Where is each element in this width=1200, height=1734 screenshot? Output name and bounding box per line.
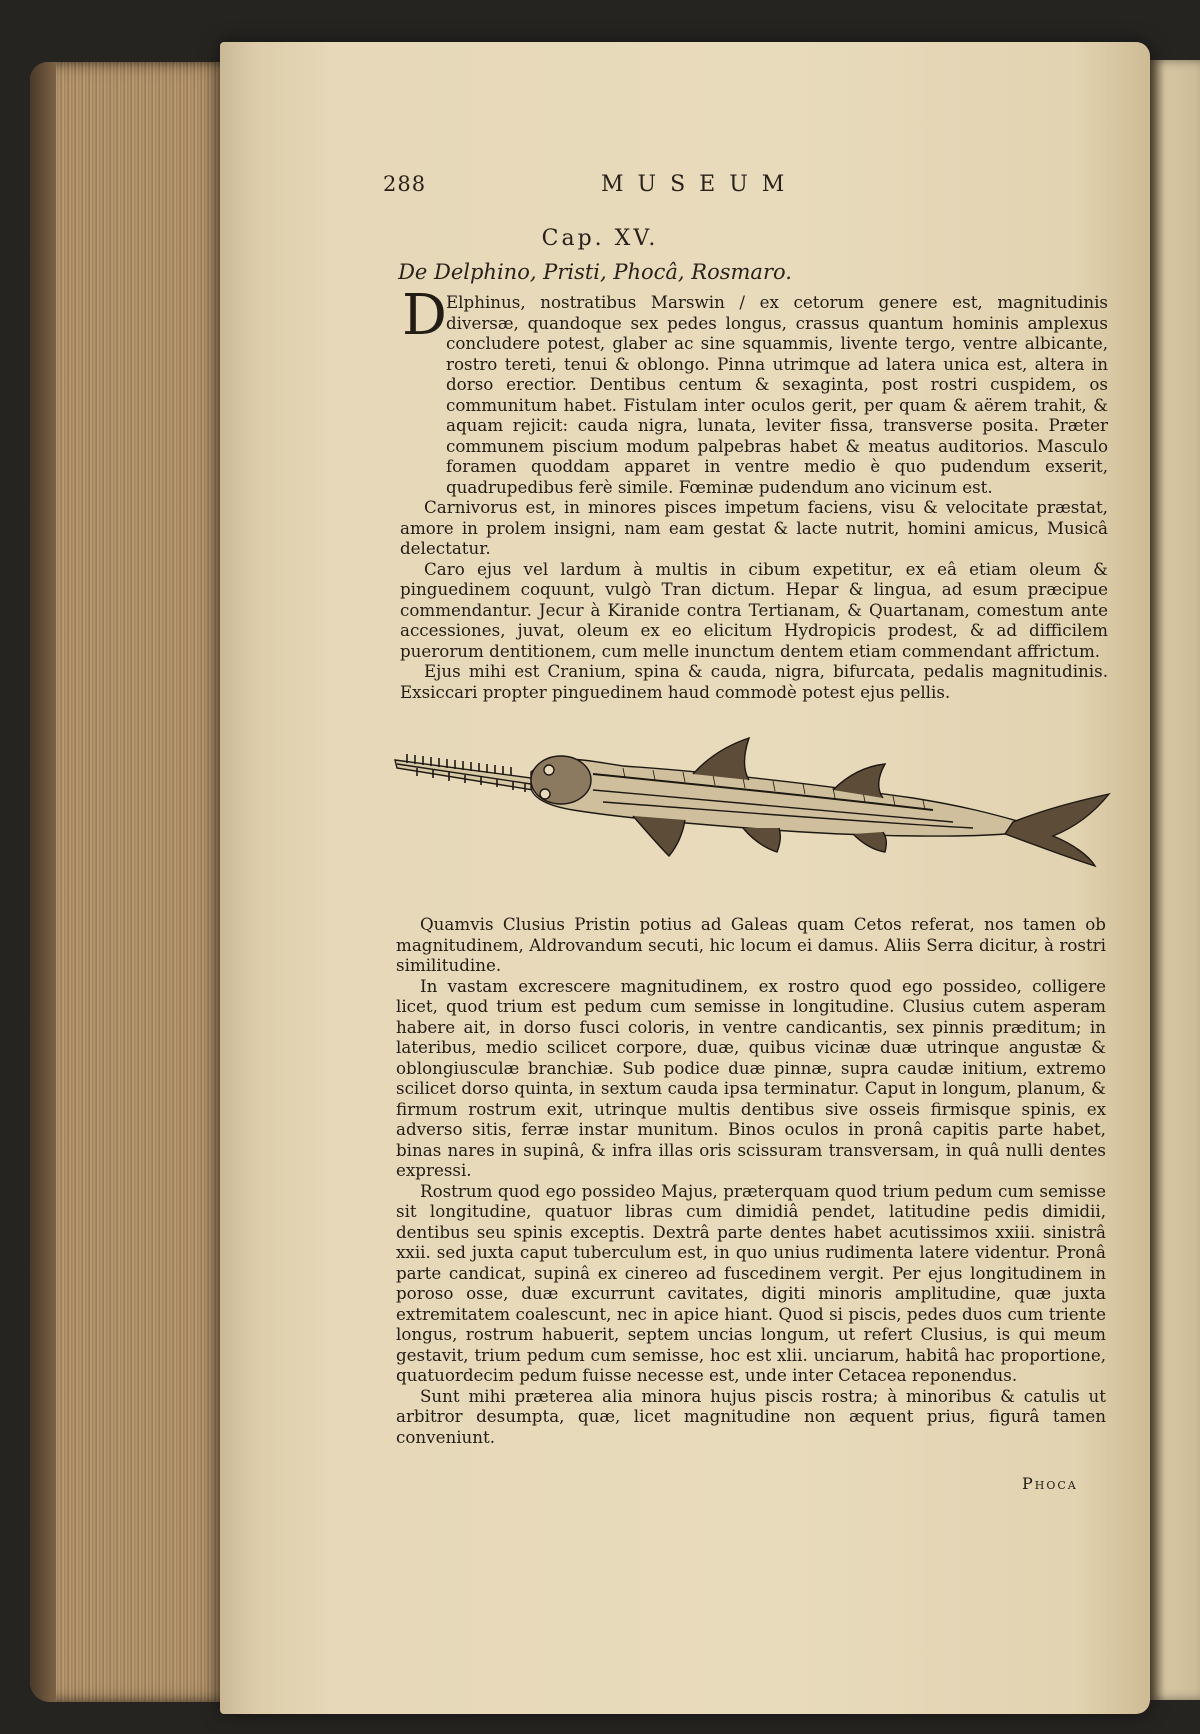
book-spine-edge — [30, 62, 56, 1702]
paragraph: Rostrum quod ego possideo Majus, præterquam quod trium pedum cum semisse sit longitudine, quatuor libras cum dimidiâ pendet, latitudine pedis dimidii, dentibus seu spinis exceptis. Dextrâ parte dentes habet acutissimos xxiii. sinistrâ xxii. sed juxta caput tuberculum est, in quo unius rudimenta latere videntur. Pronâ parte candicat, supinâ ex cinereo ad fuscedinem vergit. Per ejus longitudinem in poroso osse, duæ excurrunt cavitates, digiti minoris amplitudine, quæ juxta extremitatem coalescunt, nec in apice hiant. Quod si piscis, pedes duos cum triente longus, rostrum habuerit, septem uncias longum, ut refert Clusius, is qui meum gestavit, trium pedum cum semisse, hoc est xlii. unciarum, habitâ hac proportione, quatuordecim pedum fuisse necesse est, unde inter Cetacea reponendus. — [396, 1180, 1106, 1385]
page-number: 288 — [383, 172, 427, 196]
sawfish-section — [396, 914, 1106, 1447]
dolphin-section — [400, 292, 1108, 702]
book-page-edges — [30, 62, 230, 1702]
paragraph: Quamvis Clusius Pristin potius ad Galeas quam Cetos referat, nos tamen ob magnitudinem, Aldrovandum secuti, hic locum ei damus. Aliis Serra dicitur, à rostri similitudine. — [396, 914, 1106, 975]
paragraph: Caro ejus vel lardum à multis in cibum expetitur, ex eâ etiam oleum & pinguedinem coquunt, vulgò Tran dictum. Hepar & lingua, ad esum præcipue commendantur. Jecur à Kiranide contra Tertianam, & Quartanam, comestum ante accessiones, juvat, oleum ex eo elicitum Hydropicis prodest, & ad difficilem puerorum dentitionem, cum melle inunctum dentem etiam commendant affrictum. — [400, 558, 1108, 661]
paragraph: Carnivorus est, in minores pisces impetum faciens, visu & velocitate præstat, amore in prolem insigni, nam eam gestat & lacte nutrit, homini amicus, Musicâ delectatur. — [400, 497, 1108, 558]
paragraph: Elphinus, nostratibus Marswin / ex cetorum genere est, magnitudinis diversæ, quandoque sex pedes longus, crassus quantum hominis amplexus concludere potest, glaber ac sine squammis, livente tergo, ventre albicante, rostro tereti, tenui & oblongo. Pinna utrimque ad latera unica est, altera in dorso erectior. Dentibus centum & sexaginta, post rostri cuspidem, os communitum habet. Fistulam inter oculos gerit, per quam & aërem trahit, & aquam rejicit: cauda nigra, lunata, leviter fissa, transverse posita. Præter communem piscium modum palpebras habet & meatus auditorios. Masculo foramen quoddam apparet in ventre medio è quo pudendum exserit, quadrupedibus ferè simile. Fœminæ pudendum ano vicinum est. — [446, 292, 1108, 497]
chapter-subtitle: De Delphino, Pristi, Phocâ, Rosmaro. — [398, 260, 792, 284]
sawfish-engraving — [393, 732, 1111, 874]
catchword: Phoca — [1022, 1474, 1078, 1493]
paragraph: Sunt mihi præterea alia minora hujus piscis rostra; à minoribus & catulis ut arbitror desumpta, quæ, licet magnitudine non æquent prius, figurâ tamen conveniunt. — [396, 1385, 1106, 1447]
drop-cap: D — [402, 283, 447, 348]
paragraph: Ejus mihi est Cranium, spina & cauda, nigra, bifurcata, pedalis magnitudinis. Exsiccari propter pinguedinem haud commodè potest ejus pellis. — [400, 661, 1108, 702]
paragraph: In vastam excrescere magnitudinem, ex rostro quod ego possideo, colligere licet, quod trium est pedum cum semisse in longitudine. Clusius cutem asperam habere ait, in dorso fusci coloris, in ventre candicantis, sex pinnis præditum; in lateribus, medio scilicet corpore, duæ, quibus vicinæ duæ utrinque angustæ & oblongiusculæ branchiæ. Sub podice duæ pinnæ, supra caudæ initium, extremo scilicet dorso quinta, in sextum cauda ipsa terminatur. Caput in longum, planum, & firmum rostrum exit, utrinque multis dentibus sive osseis firmisque spinis, ex adverso sitis, ferræ instar munitum. Binos oculos in pronâ capitis parte habet, binas nares in supinâ, & infra illas oris scissuram transversam, in quâ nulli dentes expressi. — [396, 975, 1106, 1180]
facing-page-edge — [1150, 60, 1200, 1700]
running-title: MUSEUM — [601, 172, 799, 197]
page-header — [383, 172, 903, 206]
chapter-heading: Cap. XV. — [541, 226, 659, 251]
